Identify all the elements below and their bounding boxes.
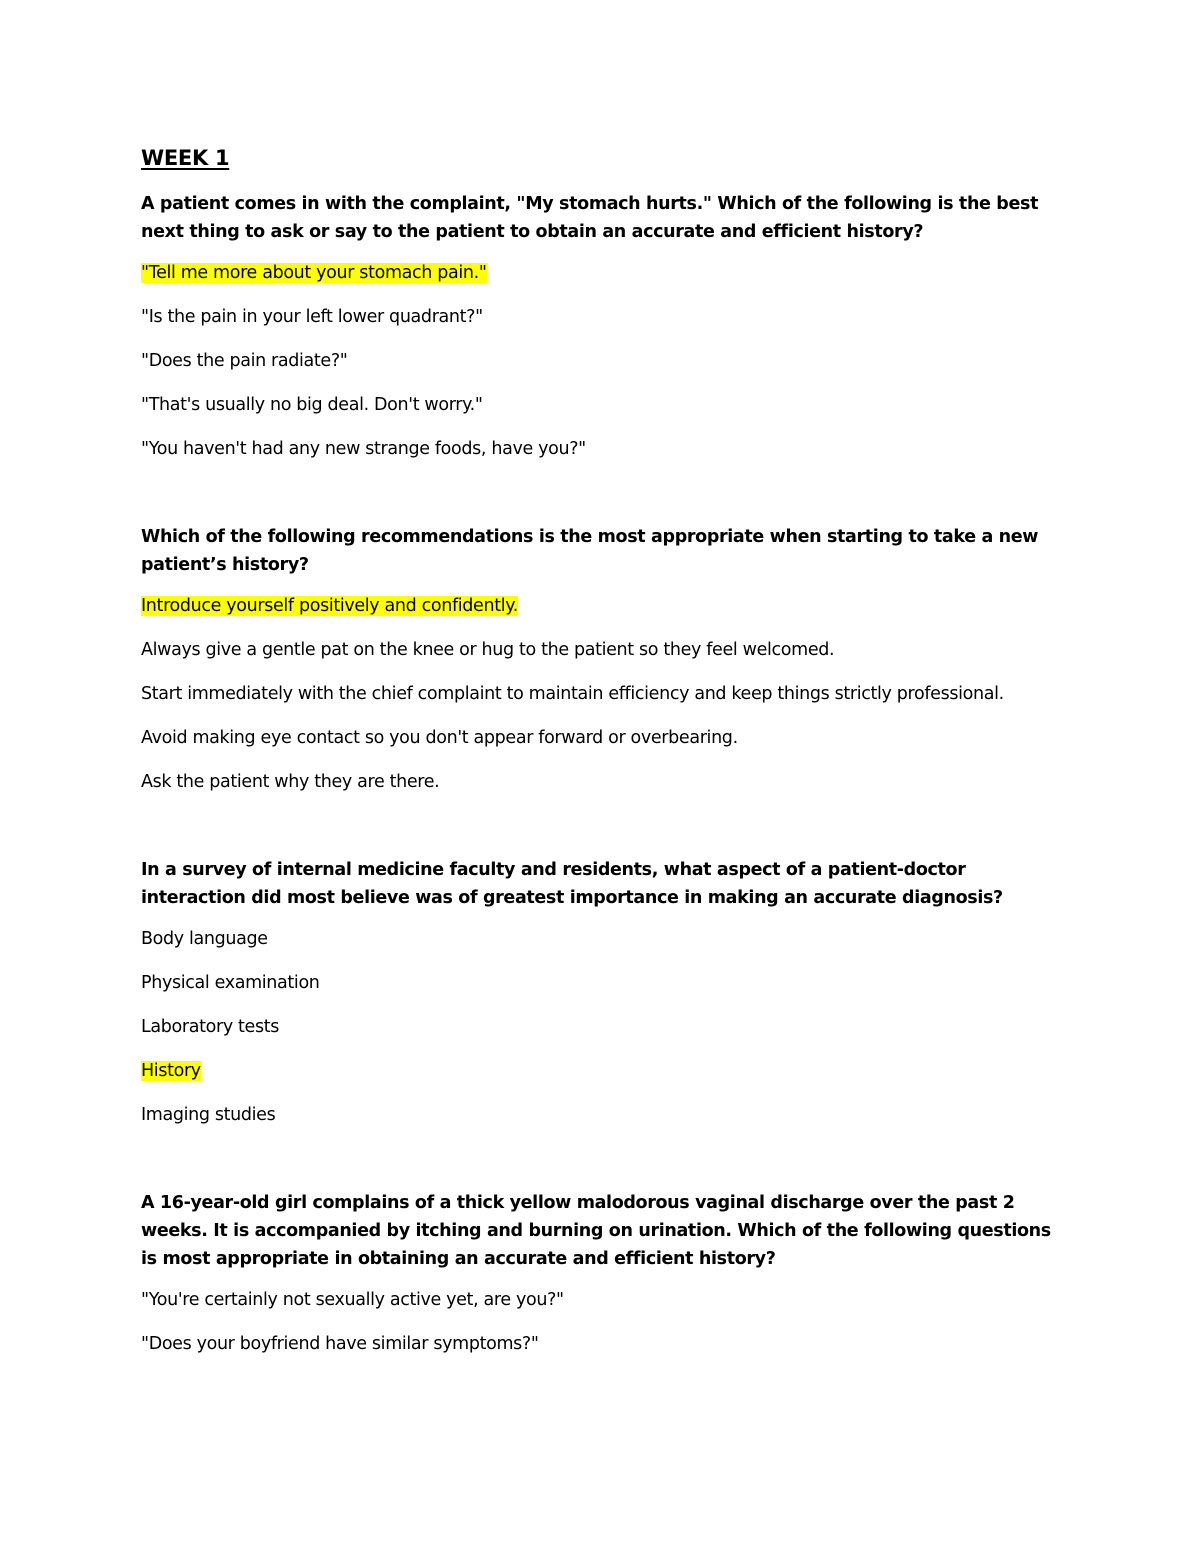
document-page [141, 140, 1061, 1374]
answer-option [141, 347, 1061, 375]
answer-text: "That's usually no big deal. Don't worry." [141, 395, 483, 415]
answer-option [141, 768, 1061, 796]
answer-text: Imaging studies [141, 1105, 276, 1125]
answer-text: "Does your boyfriend have similar symptoms?" [141, 1334, 539, 1354]
answer-text: Laboratory tests [141, 1017, 280, 1037]
answer-option [141, 592, 1061, 620]
answer-text: Always give a gentle pat on the knee or hug to the patient so they feel welcomed. [141, 640, 835, 660]
page-heading: WEEK 1 [141, 146, 230, 170]
answer-text: Start immediately with the chief complaint to maintain efficiency and keep things strictly professional. [141, 684, 1004, 704]
question-text: A patient comes in with the complaint, "My stomach hurts." Which of the following is the best next thing to ask or say to the patient to obtain an accurate and efficient history? [141, 194, 1039, 242]
question-block-4 [141, 1189, 1061, 1358]
answer-text: "Does the pain radiate?" [141, 351, 348, 371]
answer-option [141, 1286, 1061, 1314]
answer-option [141, 1101, 1061, 1129]
answer-option [141, 925, 1061, 953]
section-spacer [141, 812, 1061, 856]
question-text: A 16-year-old girl complains of a thick yellow malodorous vaginal discharge over the past 2 weeks. It is accompanied by itching and burning on urination. Which of the following questions is most appropriate in obtaining an accurate and efficient history? [141, 1193, 1051, 1269]
section-spacer [141, 479, 1061, 523]
answer-text: "Is the pain in your left lower quadrant?" [141, 307, 483, 327]
section-spacer [141, 1145, 1061, 1189]
answer-option [141, 1057, 1061, 1085]
question-block-2 [141, 523, 1061, 796]
answer-option [141, 303, 1061, 331]
answer-text-highlighted: Introduce yourself positively and confidently. [141, 596, 518, 616]
answer-text: Avoid making eye contact so you don't appear forward or overbearing. [141, 728, 738, 748]
answer-option [141, 435, 1061, 463]
answer-text: Body language [141, 929, 268, 949]
answer-option [141, 1013, 1061, 1041]
question-text: In a survey of internal medicine faculty and residents, what aspect of a patient-doctor interaction did most believe was of greatest importance in making an accurate diagnosis? [141, 860, 1003, 908]
answer-option [141, 259, 1061, 287]
question-block-3 [141, 856, 1061, 1129]
answer-text: "You haven't had any new strange foods, have you?" [141, 439, 586, 459]
answer-option [141, 969, 1061, 997]
answer-text: Ask the patient why they are there. [141, 772, 440, 792]
answer-option [141, 391, 1061, 419]
answer-text: Physical examination [141, 973, 320, 993]
answer-option [141, 680, 1061, 708]
answer-option [141, 724, 1061, 752]
answer-option [141, 1330, 1061, 1358]
answer-text: "You're certainly not sexually active yet, are you?" [141, 1290, 564, 1310]
answer-option [141, 636, 1061, 664]
question-block-1 [141, 190, 1061, 463]
answer-text-highlighted: History [141, 1061, 201, 1081]
question-text: Which of the following recommendations is the most appropriate when starting to take a new patient’s history? [141, 527, 1039, 575]
answer-text-highlighted: "Tell me more about your stomach pain." [141, 263, 487, 283]
